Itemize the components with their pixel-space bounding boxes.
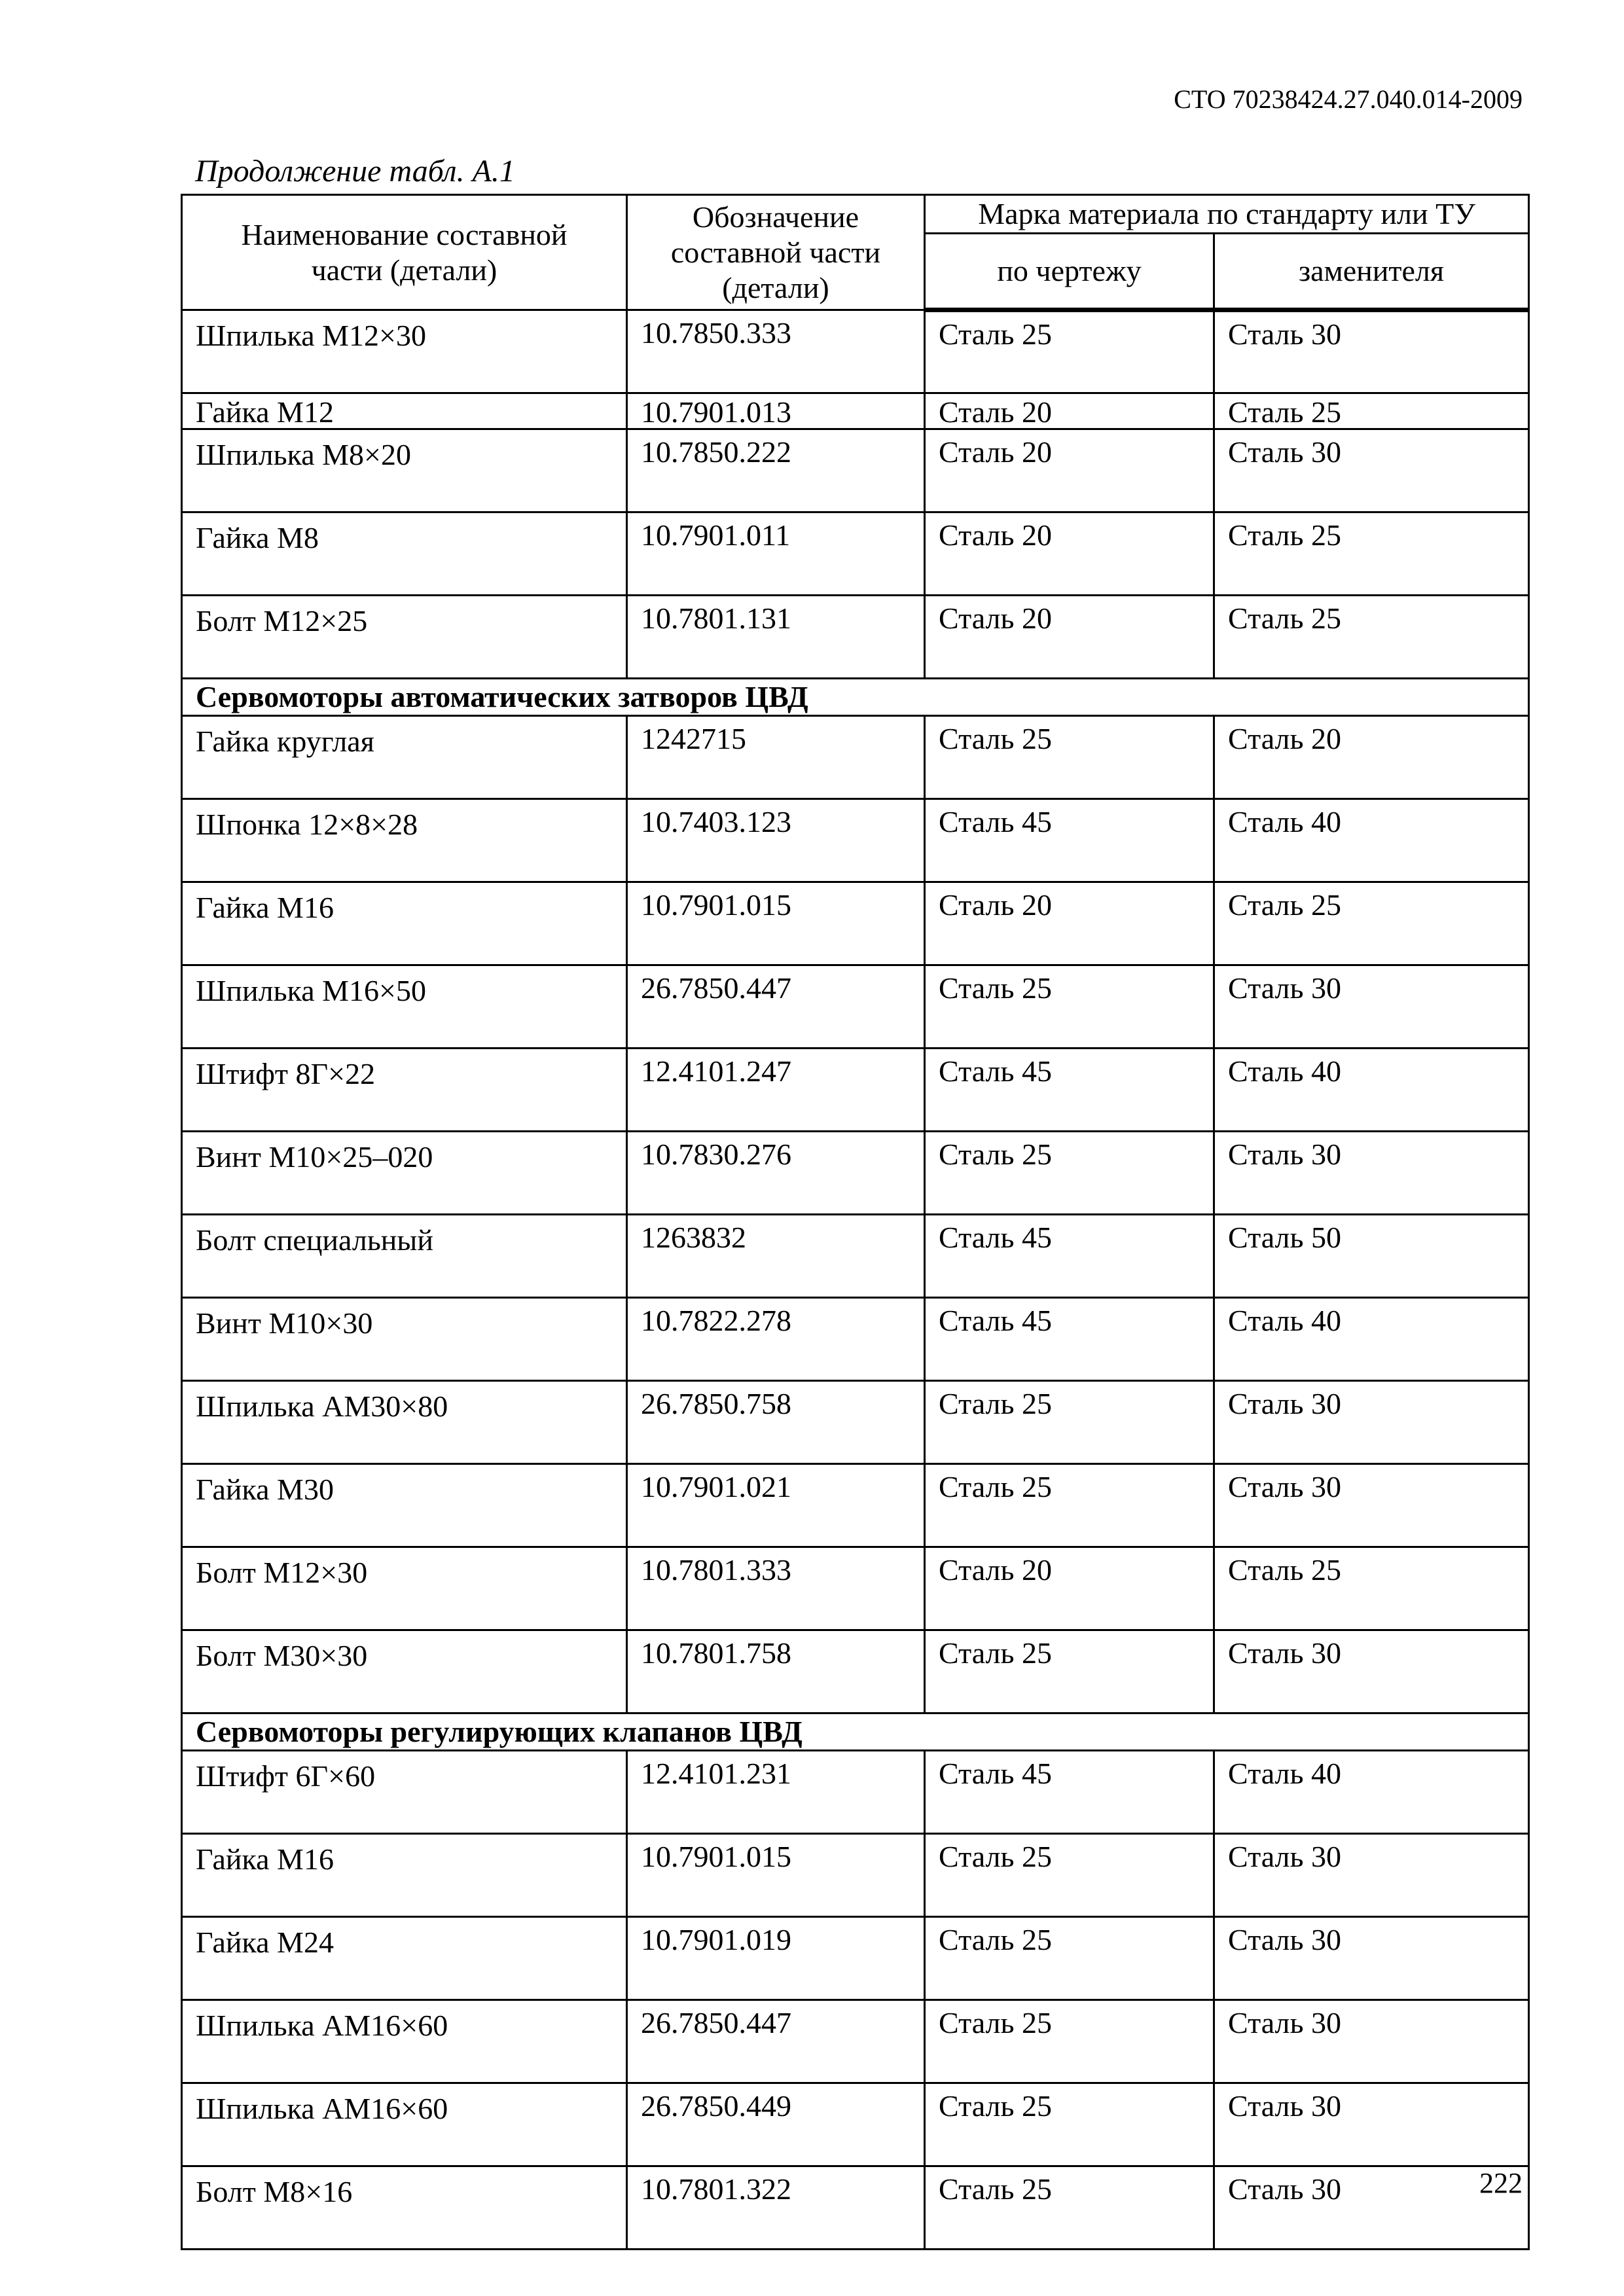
table-row xyxy=(182,1917,1529,2000)
cell-material-drawing: Сталь 25 xyxy=(925,2000,1214,2083)
cell-part-name: Болт М12×25 xyxy=(182,596,627,679)
cell-part-code: 10.7801.758 xyxy=(627,1630,925,1713)
cell-part-name: Шпилька М8×20 xyxy=(182,429,627,512)
cell-material-substitute: Сталь 25 xyxy=(1214,1547,1529,1630)
cell-part-code: 10.7822.278 xyxy=(627,1298,925,1381)
cell-part-name: Гайка М12 xyxy=(182,393,627,429)
materials-table-container xyxy=(181,194,1528,2250)
table-row xyxy=(182,1547,1529,1630)
cell-material-drawing: Сталь 25 xyxy=(925,2166,1214,2250)
cell-part-name: Болт специальный xyxy=(182,1215,627,1298)
cell-part-name: Винт М10×25–020 xyxy=(182,1132,627,1215)
cell-part-name: Гайка М24 xyxy=(182,1917,627,2000)
table-row xyxy=(182,2000,1529,2083)
cell-part-name: Гайка М30 xyxy=(182,1464,627,1547)
table-row xyxy=(182,882,1529,965)
cell-material-substitute: Сталь 30 xyxy=(1214,2083,1529,2166)
cell-material-substitute: Сталь 25 xyxy=(1214,512,1529,596)
table-row xyxy=(182,1464,1529,1547)
cell-material-substitute: Сталь 30 xyxy=(1214,2000,1529,2083)
cell-part-code: 26.7850.758 xyxy=(627,1381,925,1464)
cell-part-name: Шпилька М16×50 xyxy=(182,965,627,1049)
cell-part-name: Болт М12×30 xyxy=(182,1547,627,1630)
cell-material-drawing: Сталь 25 xyxy=(925,310,1214,393)
cell-material-drawing: Сталь 25 xyxy=(925,1834,1214,1917)
cell-part-name: Болт М30×30 xyxy=(182,1630,627,1713)
table-row xyxy=(182,1215,1529,1298)
cell-material-substitute: Сталь 40 xyxy=(1214,799,1529,882)
cell-part-name: Шпилька АМ30×80 xyxy=(182,1381,627,1464)
table-row xyxy=(182,1049,1529,1132)
cell-material-substitute: Сталь 40 xyxy=(1214,1049,1529,1132)
cell-material-substitute: Сталь 25 xyxy=(1214,596,1529,679)
table-row xyxy=(182,1751,1529,1834)
cell-part-code: 10.7830.276 xyxy=(627,1132,925,1215)
cell-material-drawing: Сталь 20 xyxy=(925,596,1214,679)
cell-material-drawing: Сталь 45 xyxy=(925,1049,1214,1132)
cell-part-name: Болт М8×16 xyxy=(182,2166,627,2250)
cell-material-drawing: Сталь 25 xyxy=(925,716,1214,799)
table-row xyxy=(182,429,1529,512)
table-row xyxy=(182,965,1529,1049)
cell-material-drawing: Сталь 45 xyxy=(925,1751,1214,1834)
materials-table xyxy=(181,194,1530,2250)
cell-material-drawing: Сталь 45 xyxy=(925,799,1214,882)
cell-material-substitute: Сталь 30 xyxy=(1214,429,1529,512)
table-row xyxy=(182,596,1529,679)
table-row xyxy=(182,1834,1529,1917)
cell-part-name: Гайка М16 xyxy=(182,1834,627,1917)
cell-material-substitute: Сталь 30 xyxy=(1214,1132,1529,1215)
table-row xyxy=(182,2166,1529,2250)
cell-part-code: 10.7403.123 xyxy=(627,799,925,882)
cell-material-substitute: Сталь 25 xyxy=(1214,393,1529,429)
cell-material-substitute: Сталь 30 xyxy=(1214,1381,1529,1464)
table-row xyxy=(182,799,1529,882)
cell-material-substitute: Сталь 30 xyxy=(1214,2166,1529,2250)
section-row xyxy=(182,1713,1529,1751)
cell-material-substitute: Сталь 30 xyxy=(1214,1834,1529,1917)
cell-material-drawing: Сталь 20 xyxy=(925,393,1214,429)
section-row xyxy=(182,679,1529,716)
column-header-code: Обозначение составной части (детали) xyxy=(627,195,925,310)
table-row xyxy=(182,2083,1529,2166)
table-body xyxy=(182,310,1529,2250)
cell-part-code: 1263832 xyxy=(627,1215,925,1298)
cell-part-code: 10.7901.019 xyxy=(627,1917,925,2000)
cell-part-code: 26.7850.449 xyxy=(627,2083,925,2166)
cell-part-code: 10.7901.011 xyxy=(627,512,925,596)
cell-part-name: Гайка М8 xyxy=(182,512,627,596)
cell-material-substitute: Сталь 20 xyxy=(1214,716,1529,799)
cell-material-substitute: Сталь 30 xyxy=(1214,965,1529,1049)
column-header-drawing: по чертежу xyxy=(925,234,1214,310)
cell-part-name: Штифт 8Г×22 xyxy=(182,1049,627,1132)
column-header-material: Марка материала по стандарту или ТУ xyxy=(925,195,1529,234)
cell-material-substitute: Сталь 40 xyxy=(1214,1751,1529,1834)
cell-material-drawing: Сталь 20 xyxy=(925,512,1214,596)
document-code: СТО 70238424.27.040.014-2009 xyxy=(1174,84,1523,114)
cell-material-substitute: Сталь 30 xyxy=(1214,1464,1529,1547)
table-row xyxy=(182,716,1529,799)
cell-material-drawing: Сталь 25 xyxy=(925,2083,1214,2166)
cell-part-name: Винт М10×30 xyxy=(182,1298,627,1381)
cell-part-code: 10.7850.222 xyxy=(627,429,925,512)
section-title: Сервомоторы регулирующих клапанов ЦВД xyxy=(182,1713,1529,1751)
cell-part-code: 26.7850.447 xyxy=(627,2000,925,2083)
cell-part-code: 10.7901.013 xyxy=(627,393,925,429)
table-row xyxy=(182,512,1529,596)
column-header-name: Наименование составной части (детали) xyxy=(182,195,627,310)
cell-part-code: 10.7801.131 xyxy=(627,596,925,679)
cell-material-substitute: Сталь 30 xyxy=(1214,1630,1529,1713)
cell-material-substitute: Сталь 30 xyxy=(1214,1917,1529,2000)
cell-part-name: Шпилька АМ16×60 xyxy=(182,2083,627,2166)
table-row xyxy=(182,1132,1529,1215)
cell-material-drawing: Сталь 45 xyxy=(925,1215,1214,1298)
cell-part-name: Шпонка 12×8×28 xyxy=(182,799,627,882)
table-header-row xyxy=(182,195,1529,234)
cell-part-code: 10.7901.021 xyxy=(627,1464,925,1547)
cell-part-code: 10.7901.015 xyxy=(627,882,925,965)
cell-material-substitute: Сталь 50 xyxy=(1214,1215,1529,1298)
table-row xyxy=(182,1298,1529,1381)
cell-part-name: Шпилька М12×30 xyxy=(182,310,627,393)
table-row xyxy=(182,310,1529,393)
cell-part-name: Шпилька АМ16×60 xyxy=(182,2000,627,2083)
cell-material-drawing: Сталь 25 xyxy=(925,1381,1214,1464)
cell-part-name: Штифт 6Г×60 xyxy=(182,1751,627,1834)
cell-material-substitute: Сталь 25 xyxy=(1214,882,1529,965)
cell-part-code: 10.7850.333 xyxy=(627,310,925,393)
cell-material-drawing: Сталь 25 xyxy=(925,965,1214,1049)
cell-material-drawing: Сталь 20 xyxy=(925,429,1214,512)
page-number: 222 xyxy=(1479,2167,1523,2199)
column-header-substitute: заменителя xyxy=(1214,234,1529,310)
cell-part-code: 12.4101.247 xyxy=(627,1049,925,1132)
cell-material-drawing: Сталь 45 xyxy=(925,1298,1214,1381)
cell-part-name: Гайка круглая xyxy=(182,716,627,799)
cell-part-code: 1242715 xyxy=(627,716,925,799)
table-row xyxy=(182,1381,1529,1464)
cell-material-drawing: Сталь 20 xyxy=(925,1547,1214,1630)
table-row xyxy=(182,393,1529,429)
cell-part-code: 10.7901.015 xyxy=(627,1834,925,1917)
table-row xyxy=(182,1630,1529,1713)
cell-part-code: 10.7801.333 xyxy=(627,1547,925,1630)
cell-material-substitute: Сталь 40 xyxy=(1214,1298,1529,1381)
cell-part-name: Гайка М16 xyxy=(182,882,627,965)
cell-material-drawing: Сталь 25 xyxy=(925,1132,1214,1215)
cell-material-drawing: Сталь 20 xyxy=(925,882,1214,965)
cell-part-code: 26.7850.447 xyxy=(627,965,925,1049)
cell-part-code: 12.4101.231 xyxy=(627,1751,925,1834)
cell-material-drawing: Сталь 25 xyxy=(925,1630,1214,1713)
cell-part-code: 10.7801.322 xyxy=(627,2166,925,2250)
cell-material-drawing: Сталь 25 xyxy=(925,1917,1214,2000)
table-caption: Продолжение табл. А.1 xyxy=(195,154,515,188)
section-title: Сервомоторы автоматических затворов ЦВД xyxy=(182,679,1529,716)
cell-material-drawing: Сталь 25 xyxy=(925,1464,1214,1547)
cell-material-substitute: Сталь 30 xyxy=(1214,310,1529,393)
